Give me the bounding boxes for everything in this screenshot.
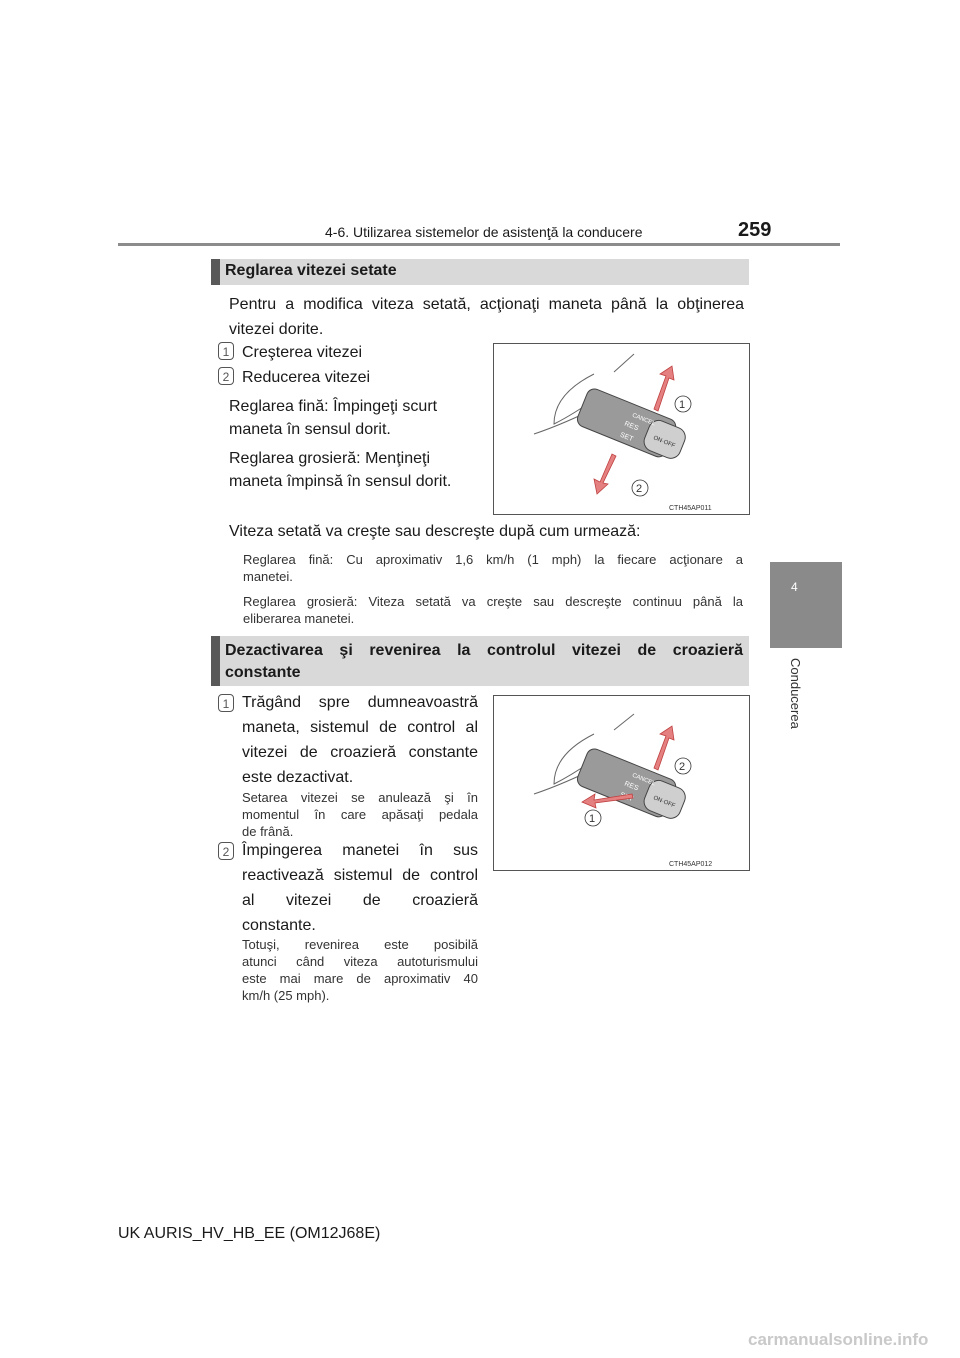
lever-res-label: RES bbox=[623, 420, 640, 433]
callout-2: 2 bbox=[679, 761, 686, 773]
section-heading-text: Reglarea vitezei setate bbox=[225, 262, 397, 279]
watermark: carmanualsonline.info bbox=[748, 1330, 929, 1349]
item-text: al vitezei de croazieră bbox=[242, 892, 478, 909]
arrow-down-icon bbox=[594, 454, 616, 494]
note-text: Totuşi, revenirea este posibilă bbox=[242, 937, 478, 952]
item-text: vitezei de croazieră constante bbox=[242, 744, 478, 761]
lever-figure-increase-decrease bbox=[493, 343, 750, 515]
lever-illustration bbox=[494, 696, 749, 870]
lever-cancel-label: CANCEL bbox=[631, 412, 656, 428]
coarse-adjustment-text: Reglarea grosieră: Menţineţi bbox=[229, 450, 430, 467]
item-text: este dezactivat. bbox=[242, 769, 354, 786]
note-text: Reglarea fină: Cu aproximativ 1,6 km/h (1 mph) la fiecare acţionare a bbox=[243, 552, 743, 567]
chapter-tab bbox=[770, 562, 842, 648]
intro-text: Pentru a modifica viteza setată, acţionaţi maneta până la obţinerea bbox=[229, 296, 744, 313]
model-footer: UK AURIS_HV_HB_EE (OM12J68E) bbox=[118, 1225, 381, 1242]
item-number-badge: 2 bbox=[218, 842, 234, 860]
lever-onoff-label: ON·OFF bbox=[652, 435, 676, 450]
section-heading-text: constante bbox=[225, 664, 301, 681]
lever-illustration bbox=[494, 344, 749, 514]
item-number-badge: 1 bbox=[218, 342, 234, 360]
section-heading-text: Dezactivarea şi revenirea la controlul vitezei de croazieră bbox=[225, 642, 743, 659]
item-note bbox=[242, 936, 478, 1004]
lever-onoff-label: ON·OFF bbox=[652, 795, 676, 810]
item-note bbox=[242, 789, 478, 840]
figure-code: CTH45AP012 bbox=[669, 861, 713, 868]
note-text: de frână. bbox=[242, 824, 294, 839]
lever-res-label: RES bbox=[623, 780, 640, 793]
chapter-number: 4 bbox=[791, 580, 798, 594]
arrow-up-icon bbox=[654, 366, 674, 411]
callout-1: 1 bbox=[589, 813, 596, 825]
note-text: manetei. bbox=[243, 569, 293, 584]
note-text: eliberarea manetei. bbox=[243, 611, 355, 626]
section-title: 4-6. Utilizarea sistemelor de asistenţă la conducere bbox=[325, 224, 643, 240]
list-item: Reducerea vitezei bbox=[242, 369, 371, 386]
fine-adjustment-text: Reglarea fină: Împingeţi scurt bbox=[229, 398, 438, 415]
item-number-badge: 2 bbox=[218, 367, 234, 385]
note-text: atunci când viteza autoturismului bbox=[242, 954, 478, 969]
item-text: constante. bbox=[242, 917, 316, 934]
chapter-label: Conducerea bbox=[788, 658, 803, 729]
intro-text: vitezei dorite. bbox=[229, 321, 324, 338]
note-text: momentul în care apăsaţi pedala bbox=[242, 807, 478, 822]
fine-adjustment-text: maneta în sensul dorit. bbox=[229, 421, 391, 438]
item-number-badge: 1 bbox=[218, 694, 234, 712]
list-item bbox=[242, 690, 478, 790]
item-text: maneta, sistemul de control al bbox=[242, 719, 478, 736]
lever-cancel-label: CANCEL bbox=[631, 772, 656, 788]
list-item bbox=[242, 838, 478, 938]
note-text: este mai mare de aproximativ 40 bbox=[242, 971, 478, 986]
page-number: 259 bbox=[738, 219, 772, 241]
note-text: km/h (25 mph). bbox=[242, 988, 330, 1003]
lever-figure-cancel-resume bbox=[493, 695, 750, 871]
callout-1: 1 bbox=[679, 399, 686, 411]
result-text: Viteza setată va creşte sau descreşte după cum urmează: bbox=[229, 523, 641, 540]
header-rule bbox=[118, 243, 840, 246]
item-text: Împingerea manetei în sus bbox=[242, 842, 478, 859]
section-heading bbox=[211, 259, 749, 285]
section-heading bbox=[211, 636, 749, 686]
list-item: Creşterea vitezei bbox=[242, 344, 363, 361]
callout-2: 2 bbox=[636, 483, 643, 495]
note-text: Setarea vitezei se anulează şi în bbox=[242, 790, 478, 805]
lever-set-label: SET bbox=[618, 431, 635, 444]
coarse-adjustment-text: maneta împinsă în sensul dorit. bbox=[229, 473, 452, 490]
item-text: Trăgând spre dumneavoastră bbox=[242, 694, 478, 711]
arrow-up-icon bbox=[654, 726, 674, 770]
figure-code: CTH45AP011 bbox=[669, 505, 712, 512]
note-text: Reglarea grosieră: Viteza setată va creşte sau descreşte continuu până la bbox=[243, 594, 743, 609]
item-text: reactivează sistemul de control bbox=[242, 867, 478, 884]
